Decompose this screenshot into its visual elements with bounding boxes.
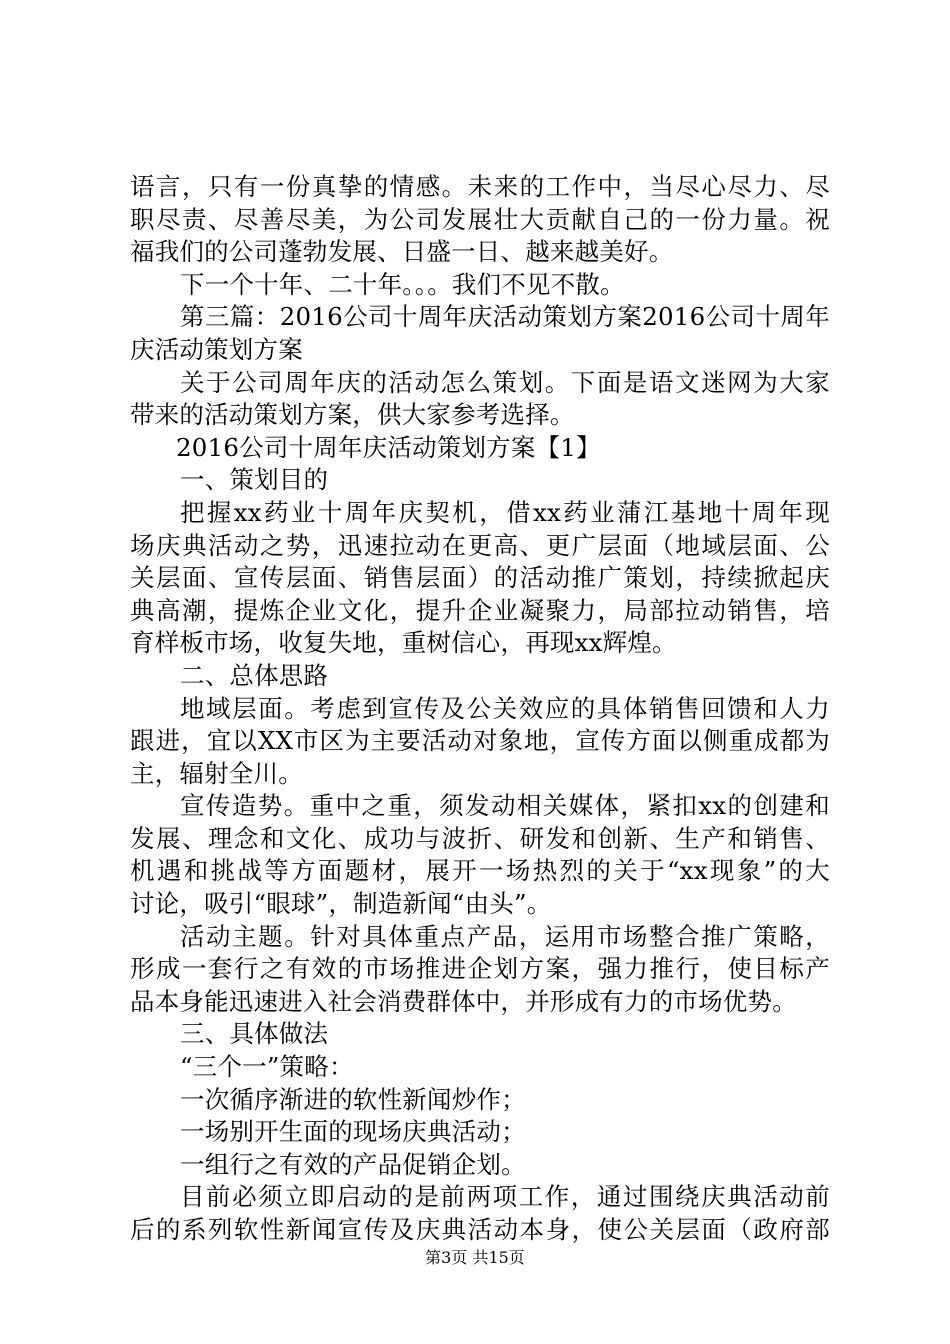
text-line: 讨论，吸引“眼球”，制造新闻“由头”。 bbox=[130, 889, 552, 919]
document-body bbox=[130, 171, 830, 1247]
section-heading: 第三篇：2016公司十周年庆活动策划方案2016公司十周年 bbox=[180, 302, 830, 332]
text-line: 目前必须立即启动的是前两项工作，通过围绕庆典活动前 bbox=[180, 1182, 830, 1212]
text-line: 语言，只有一份真挚的情感。未来的工作中，当尽心尽力、尽 bbox=[130, 172, 830, 201]
text-line: 育样板市场，收复失地，重树信心，再现xx辉煌。 bbox=[130, 628, 677, 658]
text-line: 福我们的公司蓬勃发展、日盛一日、越来越美好。 bbox=[130, 237, 674, 267]
heading-specific-methods: 三、具体做法 bbox=[180, 1019, 329, 1049]
subsection-heading: 2016公司十周年庆活动策划方案【1】 bbox=[176, 432, 601, 462]
text-line: 关于公司周年庆的活动怎么策划。下面是语文迷网为大家 bbox=[180, 367, 830, 397]
page-number-footer: 第3页 共15页 bbox=[425, 1248, 525, 1267]
text-line: 带来的活动策划方案，供大家参考选择。 bbox=[130, 400, 575, 430]
text-line: 一次循序渐进的软性新闻炒作； bbox=[180, 1084, 526, 1114]
text-line: “三个一”策略： bbox=[180, 1052, 354, 1082]
text-line: 关层面、宣传层面、销售层面）的活动推广策划，持续掀起庆 bbox=[130, 563, 830, 593]
text-line: 形成一套行之有效的市场推进企划方案，强力推行，使目标产 bbox=[130, 954, 830, 984]
heading-overall-approach: 二、总体思路 bbox=[180, 660, 329, 690]
text-line: 场庆典活动之势，迅速拉动在更高、更广层面（地域层面、公 bbox=[130, 530, 830, 560]
text-line: 品本身能迅速进入社会消费群体中，并形成有力的市场优势。 bbox=[130, 986, 797, 1016]
section-heading-cont: 庆活动策划方案 bbox=[130, 334, 303, 364]
text-line: 跟进，宜以XX市区为主要活动对象地，宣传方面以侧重成都为 bbox=[130, 726, 830, 756]
text-line: 一场别开生面的现场庆典活动； bbox=[180, 1117, 526, 1147]
text-line: 宣传造势。重中之重，须发动相关媒体，紧扣xx的创建和 bbox=[180, 791, 830, 821]
text-line: 后的系列软性新闻宣传及庆典活动本身，使公关层面（政府部 bbox=[130, 1215, 830, 1244]
text-line: 下一个十年、二十年。。。我们不见不散。 bbox=[180, 269, 625, 299]
text-line: 机遇和挑战等方面题材，展开一场热烈的关于“xx现象”的大 bbox=[130, 856, 830, 886]
text-line: 活动主题。针对具体重点产品，运用市场整合推广策略， bbox=[180, 921, 830, 951]
heading-planning-purpose: 一、策划目的 bbox=[180, 465, 329, 495]
text-line: 发展、理念和文化、成功与波折、研发和创新、生产和销售、 bbox=[130, 823, 830, 853]
text-line: 把握xx药业十周年庆契机，借xx药业蒲江基地十周年现 bbox=[180, 497, 830, 527]
text-line: 主，辐射全川。 bbox=[130, 758, 303, 788]
text-line: 一组行之有效的产品促销企划。 bbox=[180, 1149, 526, 1179]
text-line: 地域层面。考虑到宣传及公关效应的具体销售回馈和人力 bbox=[180, 693, 830, 723]
text-line: 职尽责、尽善尽美，为公司发展壮大贡献自己的一份力量。祝 bbox=[130, 204, 830, 234]
text-line: 典高潮，提炼企业文化，提升企业凝聚力，局部拉动销售，培 bbox=[130, 595, 830, 625]
